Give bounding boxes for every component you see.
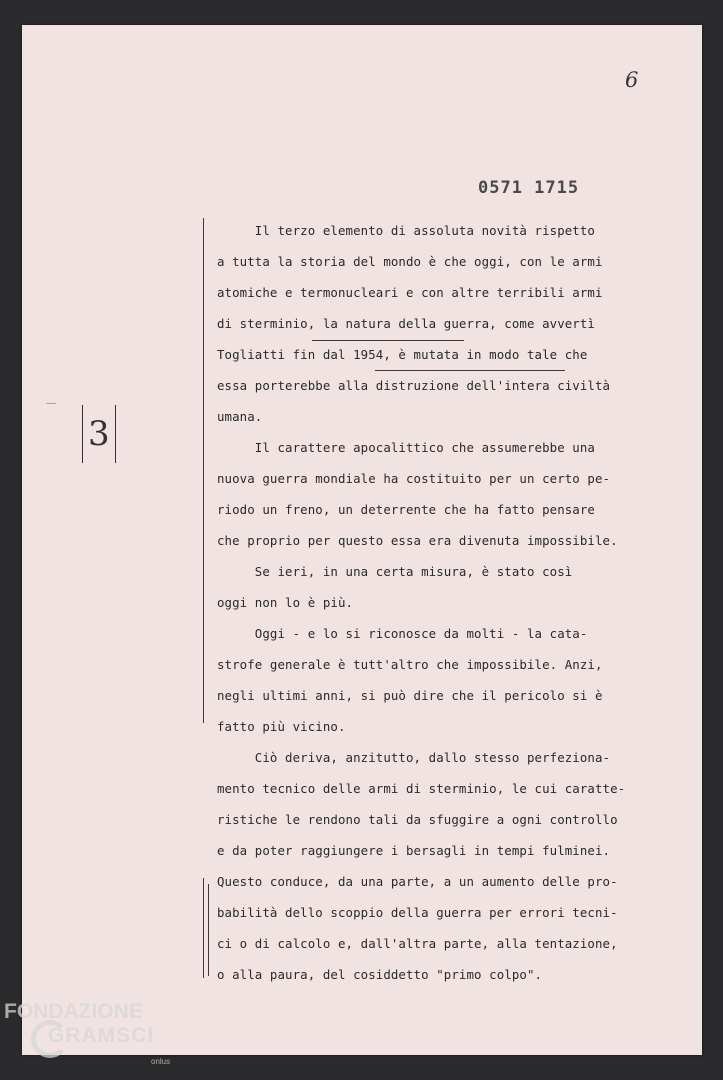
text-line: a tutta la storia del mondo è che oggi, con le armi — [217, 254, 603, 269]
text-line: Questo conduce, da una parte, a un aumento delle pro- — [217, 874, 618, 889]
text-line: e da poter raggiungere i bersagli in tempi fulminei. — [217, 843, 611, 858]
watermark-line-2: GRAMSCI — [48, 1024, 155, 1047]
margin-section-mark — [82, 405, 116, 463]
text-line: Ciò deriva, anzitutto, dallo stesso perfeziona- — [217, 750, 611, 765]
text-line: ci o di calcolo e, dall'altra parte, alla tentazione, — [217, 936, 618, 951]
page-number: 6 — [625, 68, 639, 92]
text-line: strofe generale è tutt'altro che impossibile. Anzi, — [217, 657, 603, 672]
text-line: ristiche le rendono tali da sfuggire a ogni controllo — [217, 812, 618, 827]
text-line: umana. — [217, 409, 263, 424]
text-line: oggi non lo è più. — [217, 595, 354, 610]
underline-natura-guerra — [312, 340, 464, 341]
archive-stamp: 0571 1715 — [478, 178, 580, 198]
margin-section-number: 3 — [88, 414, 110, 454]
text-line: mento tecnico delle armi di sterminio, le cui caratte- — [217, 781, 626, 796]
text-line: riodo un freno, un deterrente che ha fatto pensare — [217, 502, 595, 517]
text-line: nuova guerra mondiale ha costituito per un certo pe- — [217, 471, 611, 486]
watermark-suffix: onlus — [151, 1057, 171, 1066]
text-line: babilità dello scoppio della guerra per errori tecni- — [217, 905, 618, 920]
text-line: fatto più vicino. — [217, 719, 346, 734]
text-line: Il terzo elemento di assoluta novità rispetto — [217, 223, 595, 238]
underline-mutata — [375, 370, 565, 371]
text-line: o alla paura, del cosiddetto "primo colpo". — [217, 967, 543, 982]
text-line: Oggi - e lo si riconosce da molti - la cata- — [217, 626, 588, 641]
text-line: che proprio per questo essa era divenuta impossibile. — [217, 533, 618, 548]
text-line: negli ultimi anni, si può dire che il pericolo si è — [217, 688, 603, 703]
text-line: essa porterebbe alla distruzione dell'intera civiltà — [217, 378, 611, 393]
text-line: di sterminio, la natura della guerra, come avvertì — [217, 316, 595, 331]
text-line: Il carattere apocalittico che assumerebbe una — [217, 440, 595, 455]
foundation-watermark — [4, 1000, 171, 1066]
margin-bracket-bottom-1 — [203, 878, 204, 978]
text-line: Se ieri, in una certa misura, è stato così — [217, 564, 573, 579]
watermark-line-1: FONDAZIONE — [4, 1000, 143, 1023]
text-line: atomiche e termonucleari e con altre terribili armi — [217, 285, 603, 300]
text-line: Togliatti fin dal 1954, è mutata in modo tale che — [217, 347, 588, 362]
watermark-logo-icon — [31, 1020, 69, 1058]
margin-bracket-left — [203, 218, 204, 723]
margin-bracket-bottom-2 — [208, 884, 209, 976]
margin-tick: — — [46, 398, 56, 409]
